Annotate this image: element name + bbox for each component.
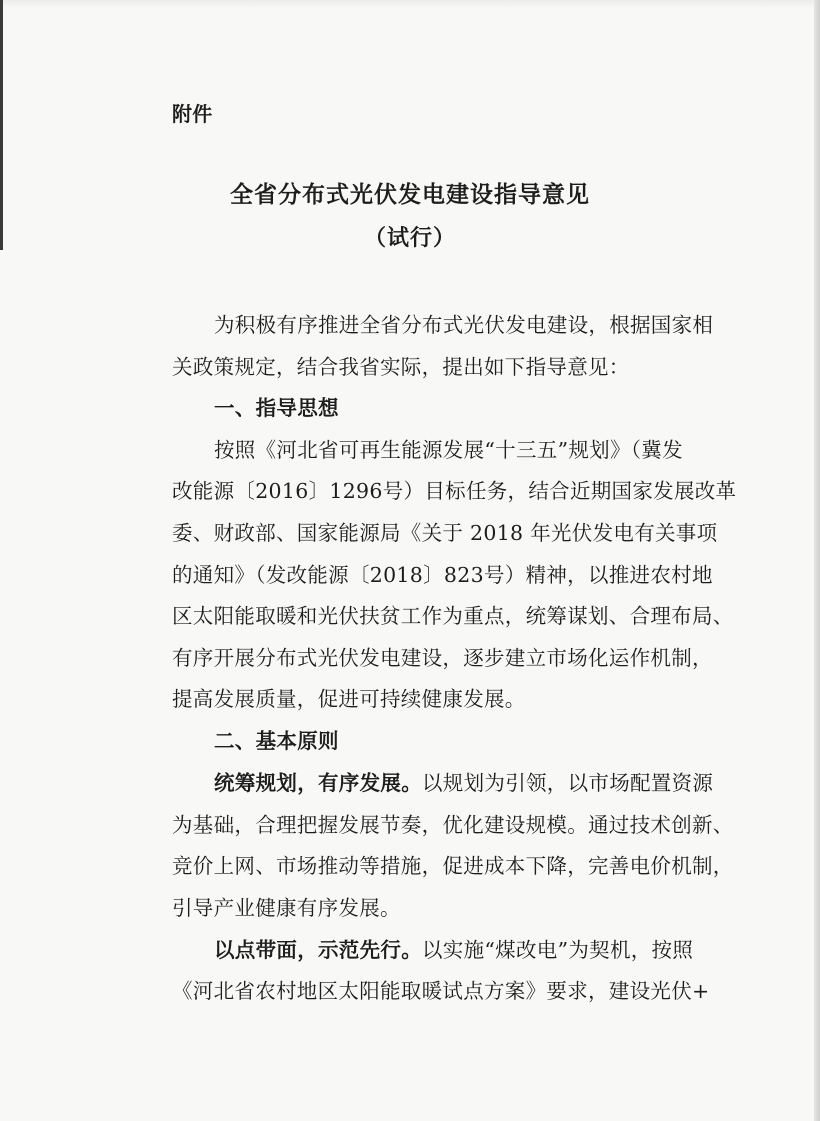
principle-lead: 以点带面，示范先行。 <box>214 938 422 962</box>
document-subtitle: （试行） <box>363 226 456 251</box>
paragraph-line: 改能源〔2016〕1296号）目标任务，结合近期国家发展改革 <box>172 479 737 503</box>
paragraph-line: 有序开展分布式光伏发电建设，逐步建立市场化运作机制， <box>172 646 713 670</box>
scan-top-shadow <box>0 0 820 8</box>
principle-lead: 统筹规划，有序发展。 <box>214 771 422 795</box>
paragraph-line: 《河北省农村地区太阳能取暖试点方案》要求，建设光伏+ <box>172 979 710 1003</box>
paragraph-line: 引导产业健康有序发展。 <box>172 896 401 920</box>
paragraph-line: 委、财政部、国家能源局《关于 2018 年光伏发电有关事项 <box>172 521 718 545</box>
principle-text: 以规划为引领，以市场配置资源 <box>422 771 714 795</box>
principle-paragraph-line <box>214 940 693 961</box>
principle-paragraph-line <box>214 773 713 794</box>
paragraph-line: 为基础，合理把握发展节奏，优化建设规模。通过技术创新、 <box>172 813 734 837</box>
principle-text: 以实施“煤改电”为契机，按照 <box>422 938 694 962</box>
attachment-label: 附件 <box>172 102 213 126</box>
paragraph-line: 提高发展质量，促进可持续健康发展。 <box>172 687 526 711</box>
paragraph-line: 的通知》（发改能源〔2018〕823号）精神，以推进农村地 <box>172 563 713 587</box>
paragraph-line: 为积极有序推进全省分布式光伏发电建设，根据国家相 <box>214 313 714 337</box>
section-heading-guiding-ideology: 一、指导思想 <box>214 396 339 420</box>
paragraph-line: 竞价上网、市场推动等措施，促进成本下降，完善电价机制， <box>172 854 734 878</box>
paragraph-line: 区太阳能取暖和光伏扶贫工作为重点，统筹谋划、合理布局、 <box>172 604 734 628</box>
paragraph-line: 关政策规定，结合我省实际，提出如下指导意见： <box>172 355 630 379</box>
document-title: 全省分布式光伏发电建设指导意见 <box>230 182 590 208</box>
scan-right-edge <box>814 0 820 1121</box>
scan-left-edge <box>0 0 3 250</box>
section-heading-basic-principles: 二、基本原则 <box>214 729 339 753</box>
paragraph-line: 按照《河北省可再生能源发展“十三五”规划》（冀发 <box>214 438 683 462</box>
